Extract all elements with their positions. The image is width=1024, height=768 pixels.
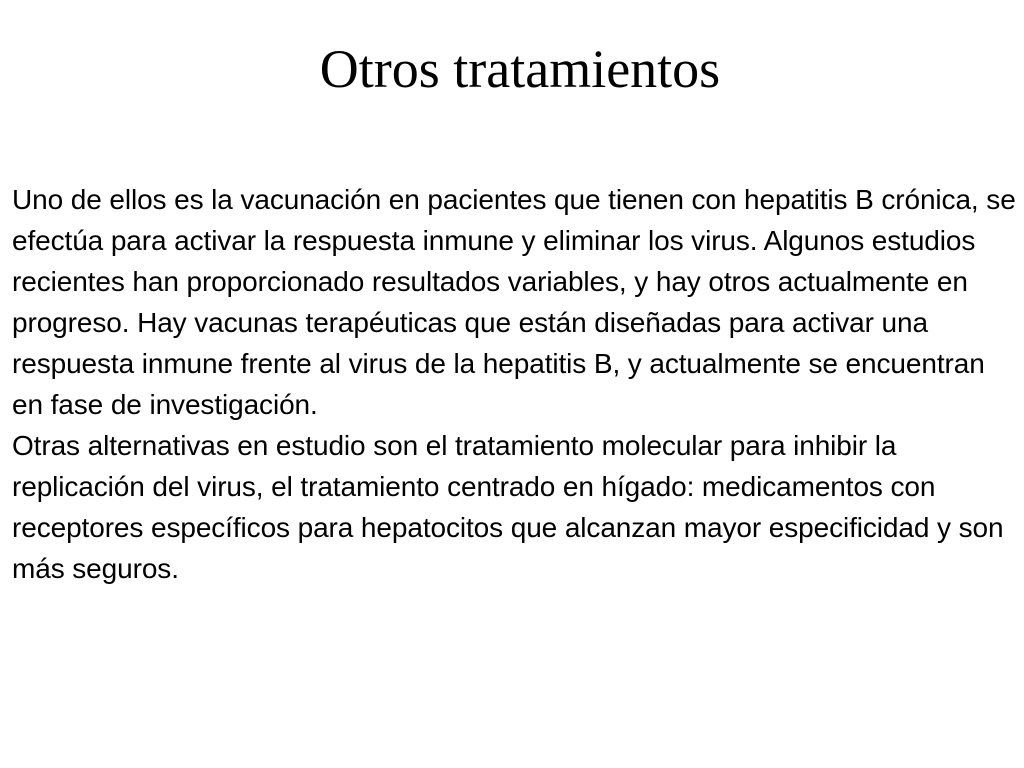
paragraph-alternatives: Otras alternativas en estudio son el tratamiento molecular para inhibir la replicación del virus, el tratamiento centrado en hígado: medicamentos con receptores específicos para hepatocitos que alcanzan mayor especificidad y son más seguros. xyxy=(12,430,1004,584)
slide-body xyxy=(12,179,1017,589)
slide-title: Otros tratamientos xyxy=(319,39,721,99)
paragraph-vaccination: Uno de ellos es la vacunación en pacientes que tienen con hepatitis B crónica, se efectúa para activar la respuesta inmune y eliminar los virus. Algunos estudios recientes han proporcionado resultados variables, y hay otros actualmente en progreso. Hay vacunas terapéuticas que están diseñadas para activar una respuesta inmune frente al virus de la hepatitis B, y actualmente se encuentran en fase de investigación. xyxy=(12,184,1016,420)
